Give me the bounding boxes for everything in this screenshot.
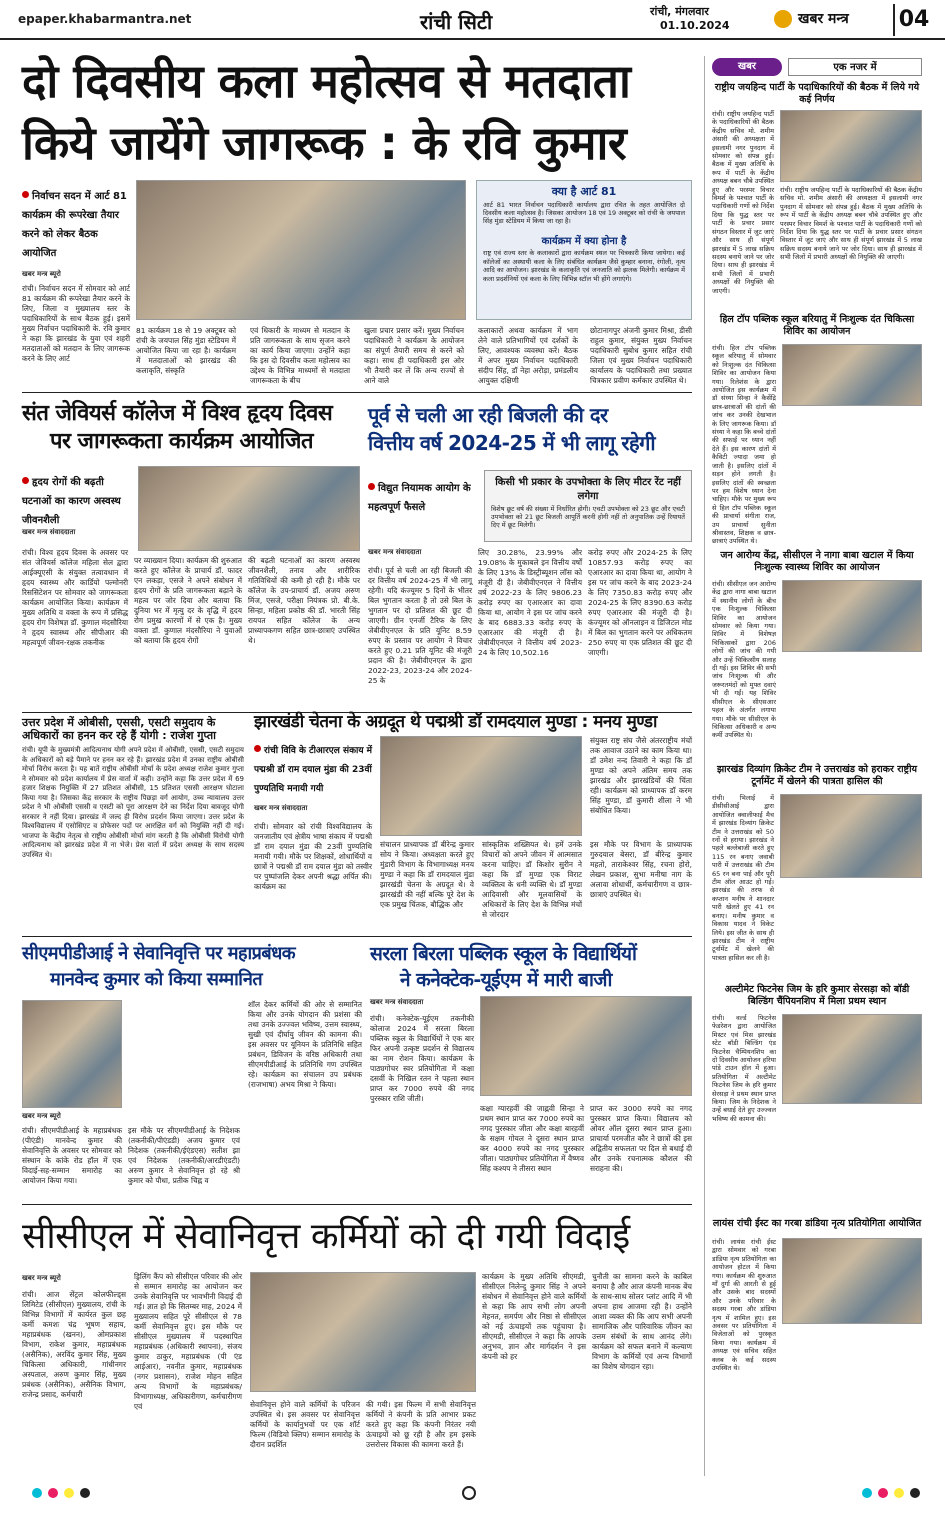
lead-col-1: रांची। निर्वाचन सदन में सोमवार को आर्ट 81 कार्यक्रम की रूपरेखा तैयार करने के लिए, जिला व मुख्यालय स्तर के पदाधिकारियों के साथ बैठक हुई। इसमें मुख्य निर्वाचन पदाधिकारी के. रवि कुमार ने कहा कि झारखंड के युवा एवं शहरी मतदाताओं को मतदान के लिए जागरूक करने के लिए आर्ट	[22, 284, 130, 363]
right-headline-3: जन आरोग्य केंद्र, सीसीएल ने नागा बाबा खटाल में किया निःशुल्क स्वास्थ्य शिविर का आयोजन	[720, 550, 914, 573]
xavier-photo	[138, 466, 360, 551]
meter-rent-box	[484, 470, 692, 542]
munda-col-1: रांची। सोमवार को रांची विश्वविद्यालय के जनजातीय एवं क्षेत्रीय भाषा संकाय में पद्मश्री डॉ राम दयाल मुंडा की 23वीं पुण्यतिथि मनायी गयी। मौके पर शिक्षकों, शोधार्थियों व छात्रों ने पद्मश्री डॉ राम दयाल मुंडा को तस्वीर पर पुष्पांजलि देकर अपनी श्रद्धा अर्पित की। कार्यक्रम का	[254, 822, 372, 891]
xavier-byline: खबर मन्त्र संवाददाता	[22, 528, 76, 536]
right-headline-2: हिल टॉप पब्लिक स्कूल बरियातु में निःशुल्क दंत चिकित्सा शिविर का आयोजन	[719, 314, 915, 337]
page-number: 04	[893, 4, 933, 36]
sarla-col-1: रांची। कनेक्टेक-यूईएम तकनीकी कोलाज 2024 में सरला बिरला पब्लिक स्कूल के विद्यार्थियों ने एक बार फिर अपनी उत्कृष्ट प्रदर्शन से विद्यालय का नाम रोशन किया। कार्यक्रम के पाठ्यगोचर स्वर प्रतियोगिता में कक्षा दसवीं के निखिल रतन ने पहला स्थान प्राप्त कर 7000 रुपये की नगद पुरस्कार राशि जीती।	[370, 1014, 474, 1103]
lead-col-6: छोटानागपुर अंजनी कुमार मिश्रा, डीसी राहुल कुमार, संयुक्त मुख्य निर्वाचन पदाधिकारी सुबोध कुमार सहित रांची जिला एवं मुख्य निर्वाचन पदाधिकारी कार्यालय के पदाधिकारी तथा प्रख्यात चित्रकार प्रवीण कर्मकार उपस्थित थे।	[590, 326, 692, 385]
bullet-icon	[22, 191, 29, 198]
ccl-col-4: की गयी। इस फिल्म में सभी सेवानिवृत्त कर्मियों ने कंपनी के प्रति आभार प्रकट करते हुए कहा कि कंपनी निरंतर नयी ऊंचाइयों को छू रही है और हम इसके उत्तरोत्तर विकास की कामना करते हैं।	[366, 1400, 476, 1449]
brand-name: खबर मन्त्र	[798, 11, 849, 27]
crosshair-icon	[462, 1486, 476, 1500]
lead-headline-line2: किये जायेंगे जागरूक : के रवि कुमार	[22, 116, 627, 170]
ccl-headline: सीसीएल में सेवानिवृत्त कर्मियों को दी गयी विदाई	[22, 1216, 630, 1257]
ccl-photo	[250, 1272, 476, 1392]
section-title: रांची सिटी	[420, 10, 493, 34]
bullet-icon	[22, 477, 29, 484]
sarla-byline: खबर मन्त्र संवाददाता	[370, 998, 424, 1006]
dateline-place: रांची, मंगलवार	[650, 5, 709, 18]
ccl-col-2: ड्रिलिंग कैंप को सीसीएल परिवार की ओर से सम्मान समारोह का आयोजन कर उनके सेवानिवृत्ति पर भावभीनी विदाई दी गई। ज्ञात हो कि सितम्बर माह, 2024 में मुख्यालय सहित पूरे सीसीएल से 78 कर्मी सेवानिवृत्त हुए। इस मौके पर सीसीएल मुख्यालय में पदस्थापित महाप्रबंधक (अधिकारी स्थापना), संजय कुमार ठाकुर, महाप्रबंधक (पी एंड आईआर), नवनीत कुमार, महाप्रबंधक (नगर प्रशासन), राजेश मोहन सहित अन्य विभागों के महाप्रबंधक/विभागाध्यक्ष, अधिकारीगण, कर्मचारीगण एवं	[134, 1272, 242, 1411]
divider	[22, 936, 692, 937]
cmpdi-photo	[22, 1000, 122, 1108]
column-divider	[704, 56, 705, 1476]
cricket-team-photo	[780, 794, 922, 878]
right-text-5: रांची। वर्ल्ड फिटनेस फेडरेशन द्वारा आयोजित मिस्टर एवं मिस झारखंड स्टेट बॉडी बिल्डिंग एंड फिटनेस चैम्पियनशिप का दो दिवसीय आयोजन हरिया पांडे टाउन हॉल में हुआ। प्रतियोगिता में अल्टीमेट फिटनेस जिम के हरि कुमार सेरसड़ा ने प्रथम स्थान प्राप्त किया। जिम के निदेशक ने उन्हें बधाई देते हुए उज्ज्वल भविष्य की कामना की।	[712, 1014, 776, 1123]
munda-col-4: संयुक्त राष्ट्र संघ जैसे अंतरराष्ट्रीय मंचों तक आवाज उठाने का काम किया था। डॉ उमेश नन्द तिवारी ने कहा कि डॉ मुण्डा को अपने अंतिम समय तक झारखंड और झारखंडियों की चिंता रही। कार्यक्रम को प्राध्यापक डॉ करम सिंह मुण्डा, डॉ कुमारी शीला ने भी संबोधित किया।	[590, 736, 692, 815]
dandiya-photo	[782, 1238, 922, 1324]
right-headline-4: झारखंड दिव्यांग क्रिकेट टीम ने उत्तराखंड को हराकर राष्ट्रीय टूर्नामेंट में खेलने की पात्रता हासिल की	[716, 764, 918, 787]
info-box	[476, 180, 692, 320]
munda-subhead: रांची विवि के टीआरएल संकाय में पद्मश्री डॉ राम दयाल मुंडा की 23वीं पुण्यतिथि मनायी गयी	[254, 746, 373, 794]
sarla-col-3: प्राप्त कर 3000 रुपये का नगद पुरस्कार प्राप्त किया। विद्यालय को ओवर ऑल दूसरा स्थान प्राप्त हुआ। प्राचार्या परमजीत कौर ने छात्रों की इस अद्वितीय सफलता पर दिल से बधाई दी और उनके रचनात्मक कौशल की सराहना की।	[590, 1104, 692, 1173]
electricity-headline-2: वित्तीय वर्ष 2024-25 में भी लागू रहेगी	[368, 431, 656, 455]
ccl-byline: खबर मन्त्र ब्यूरो	[22, 1274, 61, 1282]
xavier-col-1: रांची। विश्व हृदय दिवस के अवसर पर संत जेवियर्स कॉलेज महिला सेल द्वारा आईक्यूएसी के संयुक्त तत्वावधान में हृदय स्वास्थ्य और कार्डियो पल्मोनरी रिससिटेशन पर सोमवार को जागरूकता कार्यक्रम आयोजित किया। कार्यक्रम में मुख्य अतिथि व वक्ता के रूप में प्रसिद्ध हृदय रोग विशेषज्ञ डॉ. कुणाल मंदसौरिया ने हृदय स्वास्थ्य और सीपीआर की महत्वपूर्ण जीवन-रक्षक तकनीक	[22, 548, 128, 647]
electricity-col-3: करोड़ रुपए और 2024-25 के लिए 10857.93 करोड़ रुपए का एआरआर का दावा किया था, आयोग ने इस पर जांच करने के बाद 2023-24 के लिए 7350.83 करोड़ रुपए और 2024-25 के लिए 8390.63 करोड़ रुपए एआरआर की मंजूरी दी है। कंज्यूमर को ऑनलाइन व डिजिटल मोड में बिल का भुगतान करने पर अधिकतम 250 रुपए या एक प्रतिशत की छूट दी जाएगी।	[588, 548, 692, 657]
xavier-col-3: की बढ़ती घटनाओं का कारण अस्वस्थ जीवनशैली, तनाव और शारीरिक गतिविधियों की कमी हो रही है। मौके पर कॉलेज के उप-प्राचार्य डॉ. अजय अरुण मिंज, एसजे, परीक्षा नियंत्रक प्रो. बी.के. सिन्हा, महिला प्रकोष्ठ की डॉ. भारती सिंह रायपत सहित कॉलेज के अन्य प्राध्यापकगण सहित छात्र-छात्राएं उपस्थित थे।	[248, 556, 360, 645]
munda-headline: झारखंडी चेतना के अग्रदूत थे पद्मश्री डॉ रामदयाल मुण्डा : मनय मुण्डा	[254, 712, 657, 732]
munda-col-2: संचालन प्राध्यापक डॉ बीरेन्द्र कुमार सोय ने किया। अध्यक्षता करते हुए मुंडारी विभाग के विभागाध्यक्ष मनय मुण्डा ने कहा कि डॉ रामदयाल मुंडा झारखंडी चेतना के अग्रदूत थे। वे झारखंडी की नहीं बल्कि पूरे देश के एक प्रमुख चिंतक, बौद्धिक और	[380, 840, 474, 909]
jayhind-photo	[780, 110, 922, 182]
ccl-col-5: कार्यक्रम के मुख्य अतिथि सीएमडी, सीसीएल निलेन्दु कुमार सिंह ने अपने संबोधन में सेवानिवृत्त होने वाले कर्मियों से कहा कि आप सभी लोग अपनी मेहनत, समर्पण और निष्ठा से सीसीएल को नई ऊंचाइयों तक पहुंचाया है। सीएमडी, सीसीएल ने कहा कि आपके अनुभव, ज्ञान और मार्गदर्शन ने इस कंपनी को हर	[482, 1272, 586, 1361]
cmpdi-col-3: शॉल देकर कर्मियों की ओर से सम्मानित किया और उनके योगदान की प्रशंसा की तथा उनके उज्ज्वल भविष्य, उत्तम स्वास्थ्य, सुखी एवं दीर्घायु जीवन की कामना की। इस अवसर पर यूनियन के प्रतिनिधि सहित प्रबंधन, डिविजन के वरिष्ठ अधिकारी तथा सीएमपीडीआई के प्रतिनिधि गण उपस्थित रहे। कार्यक्रम का संचालन उप प्रबंधक (राजभाषा) अभय मिश्रा ने किया।	[248, 1000, 362, 1089]
divider	[22, 1204, 692, 1205]
khabar-header	[712, 58, 922, 76]
dental-camp-photo	[782, 344, 922, 406]
info-box-text: आर्ट 81 भारत निर्वाचन पदाधिकारी कार्यालय द्वारा रचित के तहत आयोजित दो दिवसीय कला महोत्सव है। जिसका आयोजन 18 एवं 19 अक्टूबर को रांची के जयपाल सिंह मुंडा स्टेडियम में किया जा रहा है।	[483, 201, 685, 225]
right-text-4: रांची। भिलाई में डीसीसीआई द्वारा आयोजित क्वालीफाई मैच में झारखंड दिव्यांग क्रिकेट टीम ने उत्तराखंड को 50 रनों से हराया। झारखंड ने पहले बल्लेबाजी करते हुए 115 रन बनाए जवाबी पारी में उत्तराखंड की टीम 65 रन बना पाई और पूरी टीम ऑल आउट हो गई। झारखंड की तरफ से कप्तान मनीष ने शानदार पारी खेलते हुए 41 रन बनाए। मनीष कुमार व विकास यादव ने विकेट लिये। इस जीत के साथ ही झारखंड टीम ने राष्ट्रीय टूर्नामेंट में खेलने की पात्रता हासिल कर ली है।	[712, 794, 774, 962]
dateline-date: 01.10.2024	[660, 19, 730, 32]
registration-marks	[22, 1486, 922, 1500]
lead-byline: खबर मन्त्र ब्यूरो	[22, 270, 61, 278]
meter-box-text: विशेष छूट वर्ष की संख्या में निर्धारित होगी। एचटी उपभोक्ता को 23 छूट और एचटी उपभोक्ता को 21 छूट बिजली आपूर्ति करनी होगी नहीं तो अनुपातिक उन्हें रियायतें दिए में छूट मिलेगी।	[491, 505, 685, 529]
right-text-6: रांची। लायंस रांची ईस्ट द्वारा सोमवार को गरबा डांडिया नृत्य प्रतियोगिता का आयोजन होटल में किया गया। कार्यक्रम की शुरुआत माँ दुर्गा की आरती से हुई और उसके बाद सदस्यों और उनके परिवार के सदस्य गरबा और डांडिया नृत्य में शामिल हुए। इस अवसर पर प्रतियोगिता में विजेताओं को पुरस्कृत किया गया। कार्यक्रम में अध्यक्ष एवं सचिव सहित क्लब के कई सदस्य उपस्थित थे।	[712, 1238, 776, 1373]
sarla-col-2: कक्षा ग्यारहवीं की जाह्नवी सिन्हा ने प्रथम स्थान प्राप्त कर 7000 रुपये का नगद पुरस्कार जीता और कक्षा बारहवीं के सक्षम गोयल ने दूसरा स्थान प्राप्त कर 4000 रुपये का नगद पुरस्कार जीता। पाठ्यगोचर प्रतियोगिता में वैष्णव सिंह कश्यप ने तीसरा स्थान	[480, 1104, 584, 1173]
bullet-icon	[254, 745, 261, 752]
ccl-col-3: सेवानिवृत्त होने वाले कर्मियों के परिजन उपस्थित थे। इस अवसर पर सेवानिवृत्त कर्मियों के कार्यानुभवों पर एक शॉर्ट फिल्म (विडियो क्लिप) सम्मान समारोह के दौरान प्रदर्शित	[250, 1400, 360, 1449]
health-camp-photo	[782, 580, 922, 652]
lead-col-5: कलाकारों अथवा कार्यक्रम में भाग लेने वाले प्रतिभागियों एवं दर्शकों के लिए, आवश्यक व्यवस्था करें। बैठक में अपर मुख्य निर्वाचन पदाधिकारी संदीप सिंह, डॉ नेहा अरोड़ा, प्रमंडलीय आयुक्त दक्षिणी	[478, 326, 578, 385]
right-text-3: रांची। सीसीएल जन आरोग्य केंद्र द्वारा नागा बाबा खटाल में स्थानीय लोगों के बीच एक निःशुल्क चिकित्सा शिविर का आयोजन सोमवार को किया गया। शिविर में विशेषज्ञ चिकित्सकों द्वारा 206 लोगों की जांच की गयी और उन्हें चिकित्सीय सलाह दी गई। इस शिविर की सभी जांच निःशुल्क थी और जरूरतमंदों को मुफ्त दवाएं भी दी गईं। यह शिविर सीसीएल के सीएसआर पहल के अंतर्गत लगाया गया। मौके पर सीसीएल के चिकित्सा अधिकारी व अन्य कर्मी उपस्थित थे।	[712, 580, 776, 740]
right-headline-6: लायंस रांची ईस्ट का गरबा डांडिया नृत्य प्रतियोगिता आयोजित	[712, 1218, 922, 1229]
right-headline-5: अल्टीमेट फिटनेस जिम के हरि कुमार सेरसड़ा को बॉडी बिल्डिंग चैंपियनशिप में मिला प्रथम स्थान	[724, 984, 910, 1007]
obc-headline: उत्तर प्रदेश में ओबीसी, एससी, एसटी समुदाय के अधिकारों का हनन कर रहे हैं योगी : राजेश गुप्ता	[22, 716, 216, 742]
right-text-1b: रांची। राष्ट्रीय जयहिन्द पार्टी के पदाधिकारियों की बैठक केंद्रीय सचिव मो. शमीम अंसारी की अध्यक्षता में इसलामी नगर पुनदाग में सोमवार को संपन्न हुई। बैठक में मुख्य अतिथि के रूप में पार्टी के केंद्रीय अध्यक्ष बबन चौबे उपस्थित हुए और परस्पर विचार विमर्श के पश्चात पार्टी के पदाधिकारी गणों को निर्देश दिया कि युद्ध स्तर पर पार्टी के प्रचार प्रसार संगठन विस्तार में जुट जाएं और साथ ही संपूर्ण झारखंड में 5 लाख सक्रिय सदस्य बनाये जाने पर जोर दिया। साथ ही झारखंड में सभी जिलों में प्रभारी अध्यक्षों की नियुक्ति की जाएगी।	[780, 186, 922, 262]
sarla-headline-2: ने कनेक्टेक-यूईएम में मारी बाजी	[400, 969, 612, 991]
munda-col-5: इस मौके पर विभाग के प्राध्यापक गुरुदयाल बेसरा, डॉ बीरेन्द्र कुमार महतो, ताराकेश्वर सिंह, रचना होरो, लेखन प्रकाश, सुभा मनीषा नाग के अलावा शोधार्थी, कर्मचारीगण व छात्र-छात्राएं उपस्थित थे।	[590, 840, 692, 899]
xavier-subhead: हृदय रोगों की बढ़ती घटनाओं का कारण अस्वस्थ जीवनशैली	[22, 477, 121, 526]
cmpdi-col-2: इस मौके पर सीएमपीडीआई के निदेशक (तकनीकी/पीएंडडी) अजय कुमार एवं निदेशक (तकनीकी/ईएंडएस) सतीश झा एवं निदेशक (तकनीकी/आरडीएंडटी) अरुण कुमार ने सेवानिवृत्त हो रहे श्री कुमार को पौधा, प्रतीक चिह्न व	[128, 1126, 240, 1185]
khabar-tag: खबर	[712, 58, 782, 76]
divider	[22, 392, 692, 393]
lead-headline-line1: दो दिवसीय कला महोत्सव से मतदाता	[22, 54, 631, 108]
sarla-photo	[480, 996, 692, 1096]
site-url[interactable]: epaper.khabarmantra.net	[18, 12, 192, 26]
right-text-2: रांची। हिल टॉप पब्लिक स्कूल बरियातु में सोमवार को निःशुल्क दंत चिकित्सा शिविर का आयोजन किया गया। रिलेशंस के द्वारा आयोजित इस कार्यक्रम में डॉ संध्या सिन्हा ने कैसेंद्रि छात्र-छात्राओं की दांतों की जांच कर उनकी देखभाल के लिए जागरूक किया। डॉ संध्या ने कहा कि बच्चे दांतों की सफाई पर ध्यान नहीं देते हैं। इस कारण दांतों में कैविटी ज्यादा जमा हो जाती है। इसलिए दांतों में सड़न होने लगती है। इसलिए दांतों की स्वच्छता पर हम विशेष ध्यान देना चाहिए। मौके पर मुख्य रूप से हिल टॉप पब्लिक स्कूल की प्राचार्या संगीता राज, उप प्राचार्या सुनीता श्रीवास्तव, शिक्षक व छात्र-छात्राएं उपस्थित थे।	[712, 344, 776, 546]
cmpdi-byline: खबर मन्त्र ब्यूरो	[22, 1112, 61, 1120]
munda-byline: खबर मन्त्र संवाददाता	[254, 804, 308, 812]
electricity-col-1: रांची। पूर्व से चली आ रही बिजली की दर वित्तीय वर्ष 2024-25 में भी लागू रहेगी। यदि कंज्यूमर 5 दिनों के भीतर बिल भुगतान करता है तो उसे बिल के भुगतान पर दो प्रतिशत की छूट दी जाएगी। ग्रीन एनर्जी टैरिफ के लिए जेबीवीएनएल के प्रति यूनिट 8.59 रुपए के प्रस्ताव पर आयोग ने विचार करते हुए 0.21 प्रति यूनिट की मंजूरी प्रदान की है। जेबीवीएनएल के द्वारा 2022-23, 2023-24 और 2024-25 के	[368, 566, 472, 685]
xavier-headline-1: संत जेवियर्स कॉलेज में विश्व हृदय दिवस	[22, 401, 333, 426]
right-headline-1: राष्ट्रीय जयहिन्द पार्टी के पदाधिकारियों की बैठक में लिये गये कई निर्णय	[714, 82, 920, 105]
munda-photo	[380, 736, 582, 836]
meter-box-title: किसी भी प्रकार के उपभोक्ता के लिए मीटर रेंट नहीं लगेगा	[495, 477, 681, 502]
cmpdi-headline-1: सीएमपीडीआई ने सेवानिवृत्ति पर महाप्रबंधक	[22, 943, 296, 964]
bullet-icon	[368, 483, 375, 490]
right-text-1a: रांची। राष्ट्रीय जयहिन्द पार्टी के पदाधिकारियों की बैठक केंद्रीय सचिव मो. शमीम अंसारी की अध्यक्षता में इसलामी नगर पुनदाग में सोमवार को संपन्न हुई। बैठक में मुख्य अतिथि के रूप में पार्टी के केंद्रीय अध्यक्ष बबन चौबे उपस्थित हुए और परस्पर विचार विमर्श के पश्चात पार्टी के पदाधिकारी गणों को निर्देश दिया कि युद्ध स्तर पर पार्टी के प्रचार प्रसार संगठन विस्तार में जुट जाएं और साथ ही संपूर्ण झारखंड में 5 लाख सक्रिय सदस्य बनाये जाने पर जोर दिया। साथ ही झारखंड में सभी जिलों में प्रभारी अध्यक्षों की नियुक्ति की जाएगी।	[712, 110, 774, 295]
nazar-tag: एक नजर में	[788, 58, 922, 76]
brand-logo-icon	[774, 10, 792, 28]
lead-subhead: निर्वाचन सदन में आर्ट 81 कार्यक्रम की रूपरेखा तैयार करने को लेकर बैठक आयोजित	[22, 191, 127, 259]
lead-col-2: 81 कार्यक्रम 18 से 19 अक्टूबर को रांची के जयपाल सिंह मुंडा स्टेडियम में आयोजित किया जा रहा है। कार्यक्रम में मतदाताओं को झारखंड की कलाकृति, संस्कृति	[136, 326, 236, 375]
munda-col-3: सांस्कृतिक शख्सियत थे। हमें उनके विचारों को अपने जीवन में आत्मसात करना चाहिए। डॉ किशोर सुरीन ने कहा कि डॉ मुण्डा एक विराट व्यक्तित्व के धनी व्यक्ति थे। डॉ मुण्डा आदिवासी और मूलवासियों के अधिकारों के लिए देश के विभिन्न मंचों से जोरदार	[482, 840, 582, 919]
lead-col-4: खुला प्रचार प्रसार करें। मुख्य निर्वाचन पदाधिकारी ने कार्यक्रम के आयोजन का संपूर्ण तैयारी समय से करने को कहा। साथ ही पदाधिकारी इस ओर भी तैयारी कर लें कि अन्य राज्यों से आने वाले	[364, 326, 464, 385]
xavier-col-2: पर व्याख्यान दिया। कार्यक्रम की शुरुआत करते हुए कॉलेज के प्राचार्य डॉ. फादर एन लकड़ा, एसजे ने अपने संबोधन में हृदय रोगों के प्रति जागरूकता बढ़ाने के महत्व पर जोर दिया और बताया कि दुनिया भर में मृत्यु दर के वृद्धि में हृदय रोग प्रमुख कारणों में से एक है। मुख्य वक्ता डॉ. कुणाल मंदसौरिया ने युवाओं को बताया कि हृदय रोगों	[134, 556, 242, 645]
election-meeting-photo	[136, 180, 466, 320]
electricity-subhead: विद्युत नियामक आयोग के महत्वपूर्ण फैसले	[368, 483, 471, 513]
lead-col-3: एवं धिकारी के माध्यम से मतदान के प्रति जागरूकता के साथ सृजन करने का कार्य किया जाएगा। उन्होंने कहा कि इस दो दिवसीय कला महोत्सव का उद्देश्य के विभिन्न माध्यमों से मतदाता जागरूकता के बीच	[250, 326, 350, 385]
bodybuilding-photo	[782, 1014, 922, 1104]
cmpdi-col-1: रांची। सीएमपीडीआई के महाप्रबंधक (पीएंडी) मानवेन्द कुमार की सेवानिवृत्ति के अवसर पर सोमवार को संस्थान के कांके रोड हॉल में एक विदाई-सह-सम्मान समारोह का आयोजन किया गया।	[22, 1126, 122, 1185]
sarla-headline-1: सरला बिरला पब्लिक स्कूल के विद्यार्थियों	[370, 943, 637, 965]
obc-text: रांची। यूपी के मुख्यमंत्री आदित्यनाथ योगी अपने प्रदेश में ओबीसी, एससी, एसटी समुदाय के अधिकारों को बड़े पैमाने पर हनन कर रहे हैं। झारखंड प्रदेश में उनका राष्ट्रीय ओबीसी मोर्चा विरोध करता है। यह बातें राष्ट्रीय ओबीसी मोर्चा के प्रदेश अध्यक्ष राजेश कुमार गुप्ता ने सोमवार को प्रदेश कार्यालय में प्रेस वार्ता में कही। उन्होंने कहा कि उत्तर प्रदेश में 69 हजार शिक्षक नियुक्ति में 27 प्रतिशत ओबीसी, 15 प्रतिशत एससी आरक्षण घोटाला किया गया है। जिसका केंद्र सरकार के राष्ट्रीय पिछड़ा वर्ग आयोग, उच्च न्यायालय उत्तर प्रदेश ने भी ओबीसी एससी व एसटी को पूरा आरक्षण देने का निर्देश दिया बावजूद योगी सरकार ने नहीं दिया। झारखंड में जल्द ही विरोध प्रदर्शन किया जाएगा। उत्तर प्रदेश के विश्वविद्यालय में एसोसिएट व प्रोफेसर पदों पर आरक्षित वर्ग को नियुक्ति नहीं दी गई। भाजपा के केंद्रीय नेतृत्व से राष्ट्रीय ओबीसी मोर्चा मांग करती है कि ओबीसी विरोधी योगी आदित्यनाथ को झारखंड प्रदेश में ना भेजे। प्रेस वार्ता में प्रदेश अध्यक्ष के साथ सदस्य उपस्थित थे।	[22, 746, 244, 859]
info-box-title: क्या है आर्ट 81	[551, 185, 617, 198]
electricity-byline: खबर मन्त्र संवाददाता	[368, 548, 422, 556]
xavier-headline-2: पर जागरूकता कार्यक्रम आयोजित	[50, 429, 314, 454]
electricity-headline-1: पूर्व से चली आ रही बिजली की दर	[368, 403, 608, 427]
cmpdi-headline-2: मानवेन्द कुमार को किया सम्मानित	[50, 969, 263, 990]
info-box-title-2: कार्यक्रम में क्या होना है	[541, 236, 627, 247]
electricity-col-2: लिए 30.28%, 23.99% और 19.08% के मुकाबले इन वित्तीय वर्षों के लिए 13% के डिस्ट्रीब्यूशन लॉस को मंजूरी दी है। जेबीवीएनएल ने वित्तीय वर्ष 2022-23 के लिए 9806.23 करोड़ रुपए का एआरआर का दावा किया था, आयोग ने इस पर जांच करने के बाद 6883.33 करोड़ रुपए के एआरआर की मंजूरी दी है। जेबीवीएनएल ने वित्तीय वर्ष 2023-24 के लिए 10,502.16	[478, 548, 582, 657]
info-box-text-2: राष्ट्र एवं राज्य स्तर के कलाकारों द्वारा कार्यक्रम स्थल पर चित्रकारी किया जायेगा। कई कॉलेजों का अस्थायी कला के लिए संबंधित कार्यक्रम जैसे कुम्हार बनाना, रंगोली, नृत्य आदि का आयोजन। झारखंड के कलाकृति एवं जनजाति को झलक मिलेगी। कार्यक्रम में कला प्रदर्शनियों एवं कला के लिए विभिन्न स्टॉल भी होंगे लगाएंगे।	[483, 249, 685, 283]
ccl-col-1: रांची। आज सेंट्रल कोलफील्ड्स लिमिटेड (सीसीएल) मुख्यालय, रांची के विभिन्न विभागों में कार्यरत कुल छह कर्मी कमशः चंद्र भूषण सहाय, महाप्रबंधक (खनन), ओमप्रकाश विभाग, राकेश कुमार, महाप्रबंधक (असैनिक), अरविंद कुमार सिंह, मुख्य चिकित्सा अधिकारी, गांधीनगर अस्पताल, अरुण कुमार सिंह, मुख्य प्रबंधक (असैनिक), असैनिक विभाग, राजेन्द्र प्रसाद, कर्मचारी	[22, 1290, 126, 1399]
ccl-col-6: चुनौती का सामना करने के काबिल बनाया है और आज कंपनी मानक बेंच के साथ-साथ सोलर प्लांट आदि में भी अपना हाथ आजमा रही है। उन्होंने आशा व्यक्त की कि आप सभी अपनी सामाजिक और पारिवारिक जीवन का उत्तम संबंधों के साथ आनंद लेंगे। कार्यक्रम को सफल बनाने में कल्याण विभाग के कर्मियों एवं अन्य विभागों का विशेष योगदान रहा।	[592, 1272, 692, 1371]
masthead	[0, 0, 945, 40]
